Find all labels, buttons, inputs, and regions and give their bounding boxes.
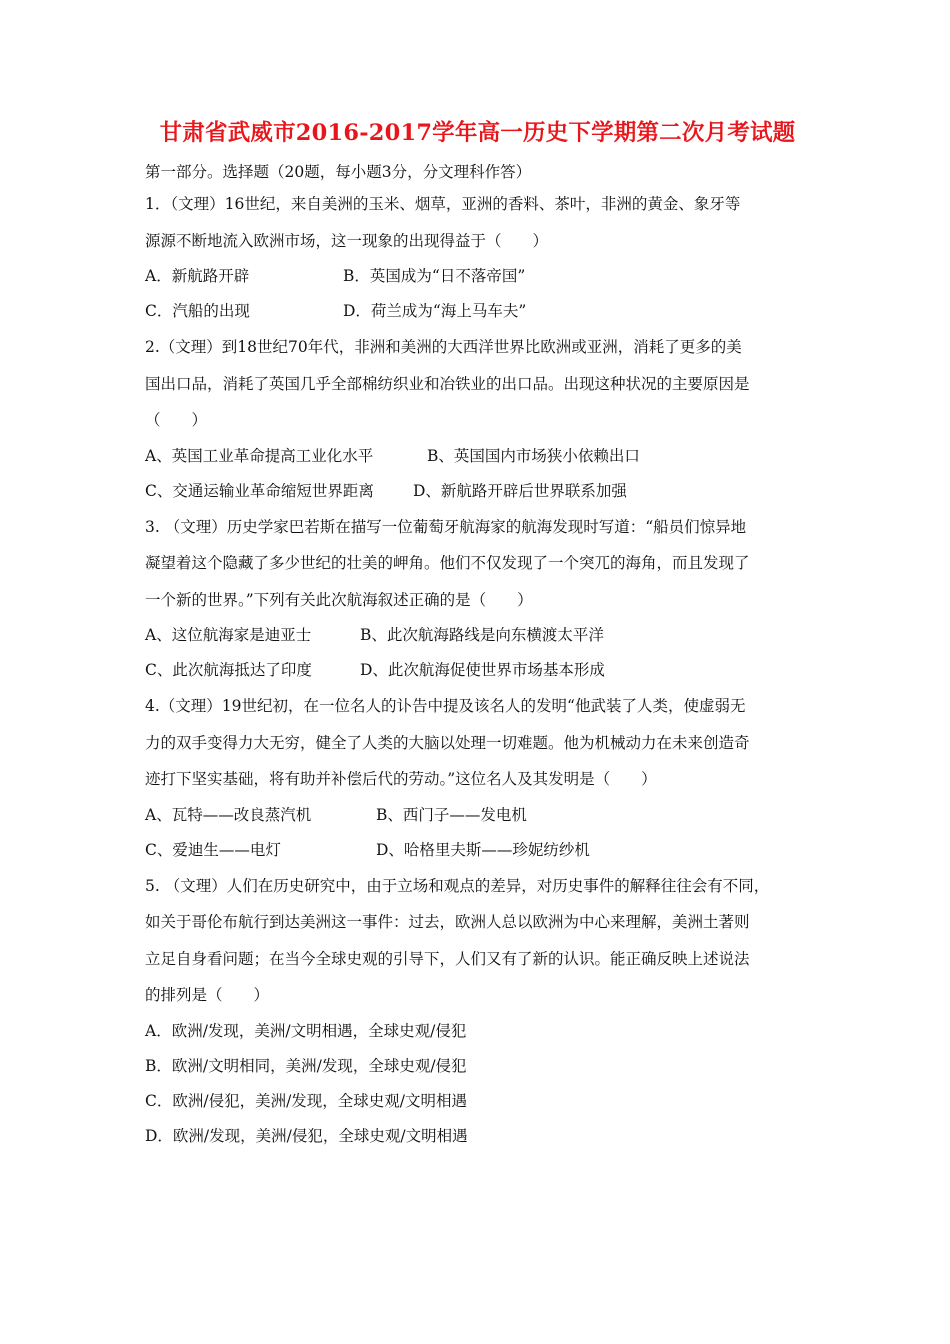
question-text-line: 3. （文理）历史学家巴若斯在描写一位葡萄牙航海家的航海发现时写道：“船员们惊异地 (145, 517, 747, 536)
option-d: D、此次航海促使世界市场基本形成 (360, 661, 605, 679)
option-row (145, 833, 810, 868)
question-text-line: 2.（文理）到18世纪70年代，非洲和美洲的大西洋世界比欧洲或亚洲，消耗了更多的美 (145, 338, 742, 356)
question-text-line: 1．（文理）16世纪，来自美洲的玉米、烟草，亚洲的香料、茶叶，非洲的黄金、象牙等 (145, 195, 741, 213)
question-text-line: 5. （文理）人们在历史研究中，由于立场和观点的差异，对历史事件的解释往往会有不同， (145, 876, 770, 895)
section-header: 第一部分。选择题（20题，每小题3分，分文理科作答） (145, 163, 532, 181)
option-row (145, 439, 810, 474)
option-b: B．英国成为“日不落帝国” (343, 267, 526, 285)
question-text-line: （ ） (145, 411, 208, 429)
question-2 (145, 329, 810, 509)
question-4 (145, 688, 810, 868)
option-row (145, 294, 810, 329)
question-text-line: 迹打下坚实基础，将有助并补偿后代的劳动。”这位名人及其发明是（ ） (145, 770, 657, 788)
option-d: D、新航路开辟后世界联系加强 (413, 481, 627, 500)
option-b: B、英国国内市场狭小依赖出口 (427, 446, 640, 465)
option-b: B、此次航海路线是向东横渡太平洋 (360, 626, 604, 644)
option-a: A、这位航海家是迪亚士 (145, 626, 312, 644)
option-b: B、西门子——发电机 (376, 805, 527, 824)
question-text-line: 凝望着这个隐藏了多少世纪的壮美的岬角。他们不仅发现了一个突兀的海角，而且发现了 (145, 554, 750, 572)
option-d: D．欧洲/发现，美洲/侵犯，全球史观/文明相遇 (145, 1126, 468, 1145)
option-c: C．汽船的出现 (145, 302, 250, 320)
option-row (145, 259, 810, 294)
question-5 (145, 868, 810, 1154)
option-row (145, 618, 810, 653)
option-c: C、爱迪生——电灯 (145, 840, 281, 859)
option-c: C．欧洲/侵犯，美洲/发现，全球史观/文明相遇 (145, 1091, 468, 1110)
option-row (145, 653, 810, 688)
option-row (145, 474, 810, 509)
option-row (145, 798, 810, 833)
question-1 (145, 186, 810, 329)
option-a: A．欧洲/发现，美洲/文明相遇，全球史观/侵犯 (145, 1021, 467, 1040)
question-3 (145, 509, 810, 689)
question-text-line: 一个新的世界。”下列有关此次航海叙述正确的是（ ） (145, 590, 533, 609)
question-text-line: 立足自身看问题；在当今全球史观的引导下，人们又有了新的认识。能正确反映上述说法 (145, 949, 750, 968)
option-d: D．荷兰成为“海上马车夫” (343, 302, 527, 320)
question-text-line: 4.（文理）19世纪初，在一位名人的讣告中提及该名人的发明“他武装了人类，使虚弱无 (145, 697, 746, 715)
option-d: D、哈格里夫斯——珍妮纺纱机 (376, 840, 590, 859)
question-text-line: 源源不断地流入欧洲市场，这一现象的出现得益于（ ） (145, 231, 549, 250)
option-a: A、英国工业革命提高工业化水平 (145, 446, 374, 465)
exam-page (145, 118, 810, 1154)
question-text-line: 国出口品，消耗了英国几乎全部棉纺织业和冶铁业的出口品。出现这种状况的主要原因是 (145, 374, 750, 393)
option-c: C、交通运输业革命缩短世界距离 (145, 481, 374, 500)
option-a: A、瓦特——改良蒸汽机 (145, 805, 312, 824)
option-c: C、此次航海抵达了印度 (145, 661, 312, 679)
document-title: 甘肃省武威市2016-2017学年高一历史下学期第二次月考试题 (159, 120, 796, 146)
option-b: B．欧洲/文明相同，美洲/发现，全球史观/侵犯 (145, 1056, 467, 1075)
option-a: A．新航路开辟 (145, 267, 250, 285)
question-text-line: 如关于哥伦布航行到达美洲这一事件：过去，欧洲人总以欧洲为中心来理解，美洲土著则 (145, 913, 750, 931)
question-text-line: 的排列是（ ） (145, 986, 270, 1004)
question-text-line: 力的双手变得力大无穷，健全了人类的大脑以处理一切难题。他为机械动力在未来创造奇 (145, 733, 750, 752)
